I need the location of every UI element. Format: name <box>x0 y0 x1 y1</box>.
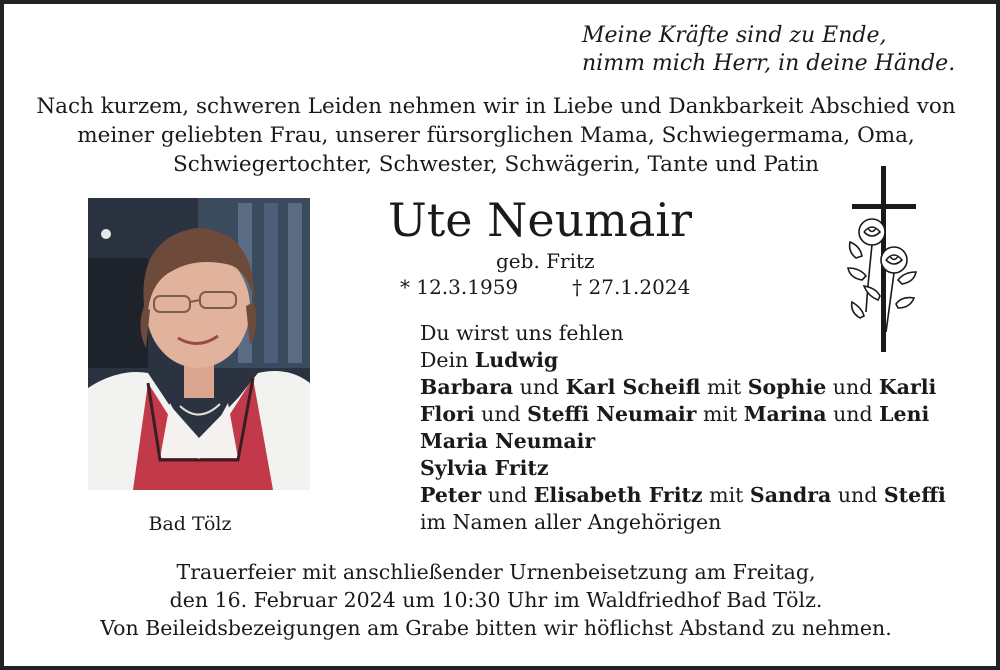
text-part: mit <box>696 402 744 426</box>
mourner-line: Du wirst uns fehlen <box>420 321 624 345</box>
mourner-name: Steffi <box>883 483 946 507</box>
text-part: und <box>474 402 528 426</box>
mourner-line <box>420 428 946 455</box>
text-part: mit <box>702 483 750 507</box>
text-part: und <box>826 402 880 426</box>
portrait-photo <box>88 198 310 490</box>
mourner-name: Elisabeth Fritz <box>533 483 703 507</box>
mourner-name: Sylvia Fritz <box>420 456 549 480</box>
intro-line: Schwiegertochter, Schwester, Schwägerin, Tante und Patin <box>172 152 820 177</box>
death-date: † 27.1.2024 <box>572 275 691 299</box>
birth-date: * 12.3.1959 <box>400 275 519 299</box>
intro-line: meiner geliebten Frau, unserer fürsorglichen Mama, Schwiegermama, Oma, <box>77 123 915 148</box>
mourner-line <box>420 347 946 374</box>
mourner-line <box>420 374 946 401</box>
footer-line: Von Beileidsbezeigungen am Grabe bitten wir höflichst Abstand zu nehmen. <box>100 616 892 640</box>
footer-line: Trauerfeier mit anschließender Urnenbeisetzung am Freitag, <box>176 560 816 584</box>
intro-text <box>30 92 962 179</box>
portrait-image <box>88 198 310 490</box>
mourner-line <box>420 401 946 428</box>
mourner-line <box>420 455 946 482</box>
photo-caption: Bad Tölz <box>148 513 232 535</box>
verse-line: Meine Kräfte sind zu Ende, <box>582 23 887 48</box>
mourner-name: Sophie <box>747 375 827 399</box>
mourner-name: Sandra <box>749 483 832 507</box>
mourner-name: Leni <box>879 402 930 426</box>
text-part: mit <box>700 375 748 399</box>
mourner-name: Steffi Neumair <box>527 402 697 426</box>
mourner-name: Ludwig <box>474 348 559 372</box>
mourner-line: im Namen aller Angehörigen <box>420 510 722 534</box>
mourner-name: Barbara <box>420 375 514 399</box>
birth-name: geb. Fritz <box>496 249 595 273</box>
verse-line: nimm mich Herr, in deine Hände. <box>582 51 956 76</box>
text-part: und <box>826 375 879 399</box>
mourner-name: Maria Neumair <box>420 429 596 453</box>
mourner-name: Flori <box>420 402 475 426</box>
mourners-list <box>420 320 946 536</box>
mourner-name: Karli <box>878 375 937 399</box>
text-part: und <box>481 483 534 507</box>
deceased-name: Ute Neumair <box>388 193 692 247</box>
footer-line: den 16. Februar 2024 um 10:30 Uhr im Waldfriedhof Bad Tölz. <box>169 588 823 612</box>
mourner-name: Karl Scheifl <box>565 375 701 399</box>
verse <box>582 22 956 78</box>
text-part: und <box>831 483 884 507</box>
life-dates <box>400 275 690 299</box>
mourner-line <box>420 482 946 509</box>
mourner-name: Peter <box>420 483 482 507</box>
text-part: und <box>513 375 566 399</box>
mourner-name: Marina <box>743 402 827 426</box>
intro-line: Nach kurzem, schweren Leiden nehmen wir in Liebe und Dankbarkeit Abschied von <box>36 94 956 119</box>
text-part: Dein <box>420 348 475 372</box>
funeral-details <box>30 558 962 642</box>
